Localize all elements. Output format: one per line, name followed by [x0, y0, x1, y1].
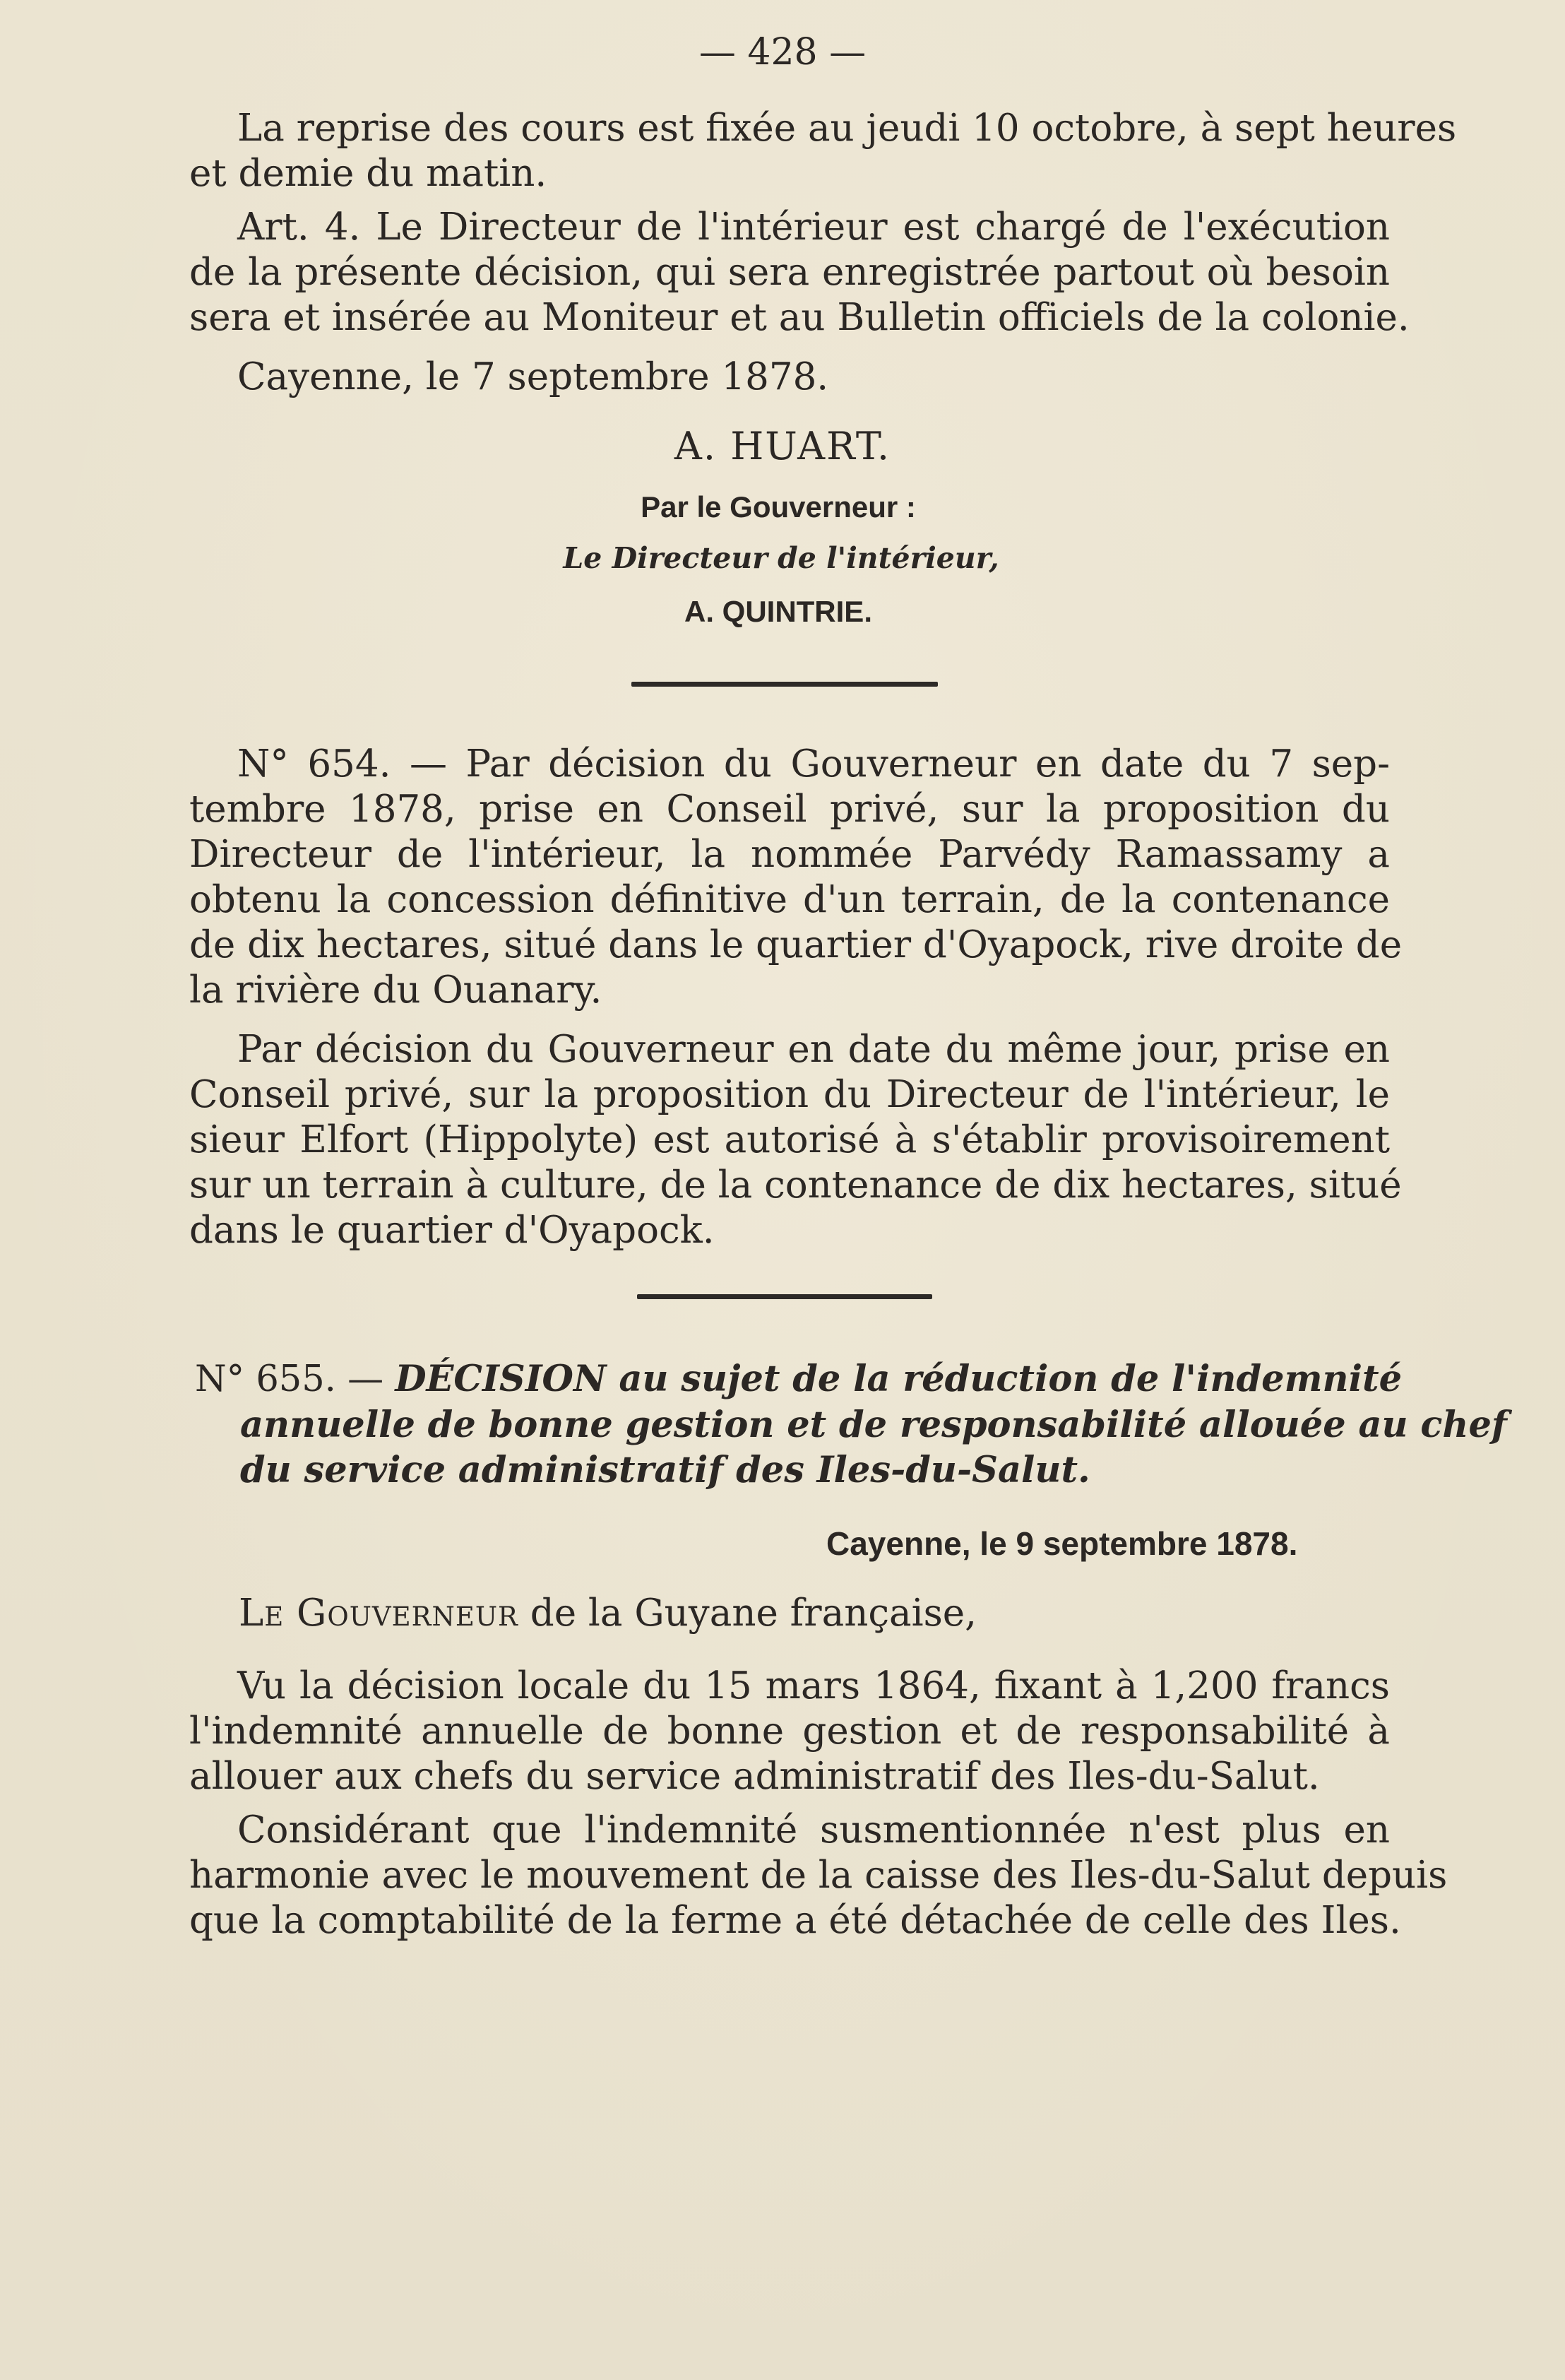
text-line: Vu la décision locale du 15 mars 1864, fixant à 1,200 francs [237, 1664, 1390, 1707]
section-divider [631, 682, 938, 687]
text-line: harmonie avec le mouvement de la caisse des Iles-du-Salut depuis [189, 1854, 1448, 1897]
section-655-heading [195, 1356, 1507, 1493]
governor-line [239, 1591, 977, 1636]
text-line: sur un terrain à culture, de la contenance de dix hectares, situé [189, 1164, 1402, 1207]
text-line: N° 654. — Par décision du Gouverneur en date du 7 sep- [237, 742, 1390, 786]
section-655-body [189, 1664, 1448, 1943]
text-line: sera et insérée au Moniteur et au Bulletin officiels de la colonie. [189, 296, 1410, 339]
governor-heading: Le Gouverneur [239, 1592, 518, 1635]
decision-date: Cayenne, le 9 septembre 1878. [826, 1525, 1298, 1562]
signature-signatory: A. QUINTRIE. [684, 595, 872, 628]
section-divider [637, 1294, 932, 1299]
text-line: l'indemnité annuelle de bonne gestion et de responsabilité à [189, 1710, 1390, 1753]
text-line: dans le quartier d'Oyapock. [189, 1209, 715, 1252]
text-line: et demie du matin. [189, 152, 547, 195]
text-line: tembre 1878, prise en Conseil privé, sur la proposition du [189, 788, 1390, 831]
section-continuation [189, 106, 1457, 400]
governor-rest: de la Guyane française, [530, 1592, 977, 1635]
text-line: sieur Elfort (Hippolyte) est autorisé à s'établir provisoirement [189, 1118, 1390, 1161]
text-line: Directeur de l'intérieur, la nommée Parvédy Ramassamy a [189, 833, 1390, 876]
signature-by-line: Par le Gouverneur : [641, 490, 916, 523]
decision-title: DÉCISION au sujet de la réduction de l'indemnité [395, 1358, 1403, 1400]
text-line: obtenu la concession définitive d'un terrain, de la contenance [189, 878, 1390, 921]
date-line: Cayenne, le 7 septembre 1878. [237, 355, 829, 398]
decision-title-line: annuelle de bonne gestion et de responsabilité allouée au chef [240, 1404, 1507, 1446]
text-line: Conseil privé, sur la proposition du Directeur de l'intérieur, le [189, 1073, 1390, 1116]
signature-role: Le Directeur de l'intérieur, [563, 541, 999, 575]
page-number: — 428 — [698, 31, 867, 73]
decision-title-line: du service administratif des Iles-du-Salut. [240, 1449, 1090, 1491]
signature-name: A. HUART. [674, 424, 891, 468]
text-line: allouer aux chefs du service administratif des Iles-du-Salut. [189, 1755, 1320, 1798]
text-line: de la présente décision, qui sera enregistrée partout où besoin [189, 251, 1390, 294]
text-line: de dix hectares, situé dans le quartier d'Oyapock, rive droite de [189, 923, 1403, 966]
text-line: Par décision du Gouverneur en date du même jour, prise en [237, 1028, 1390, 1071]
text-line: Considérant que l'indemnité susmentionnée n'est plus en [237, 1808, 1390, 1852]
text-line: que la comptabilité de la ferme a été détachée de celle des Iles. [189, 1899, 1401, 1942]
text-line: la rivière du Ouanary. [189, 969, 602, 1012]
section-654 [189, 742, 1403, 1253]
decision-number: N° 655. — [195, 1358, 384, 1400]
text-line: Art. 4. Le Directeur de l'intérieur est chargé de l'exécution [237, 206, 1390, 249]
text-line: La reprise des cours est fixée au jeudi 10 octobre, à sept heures [237, 107, 1457, 150]
